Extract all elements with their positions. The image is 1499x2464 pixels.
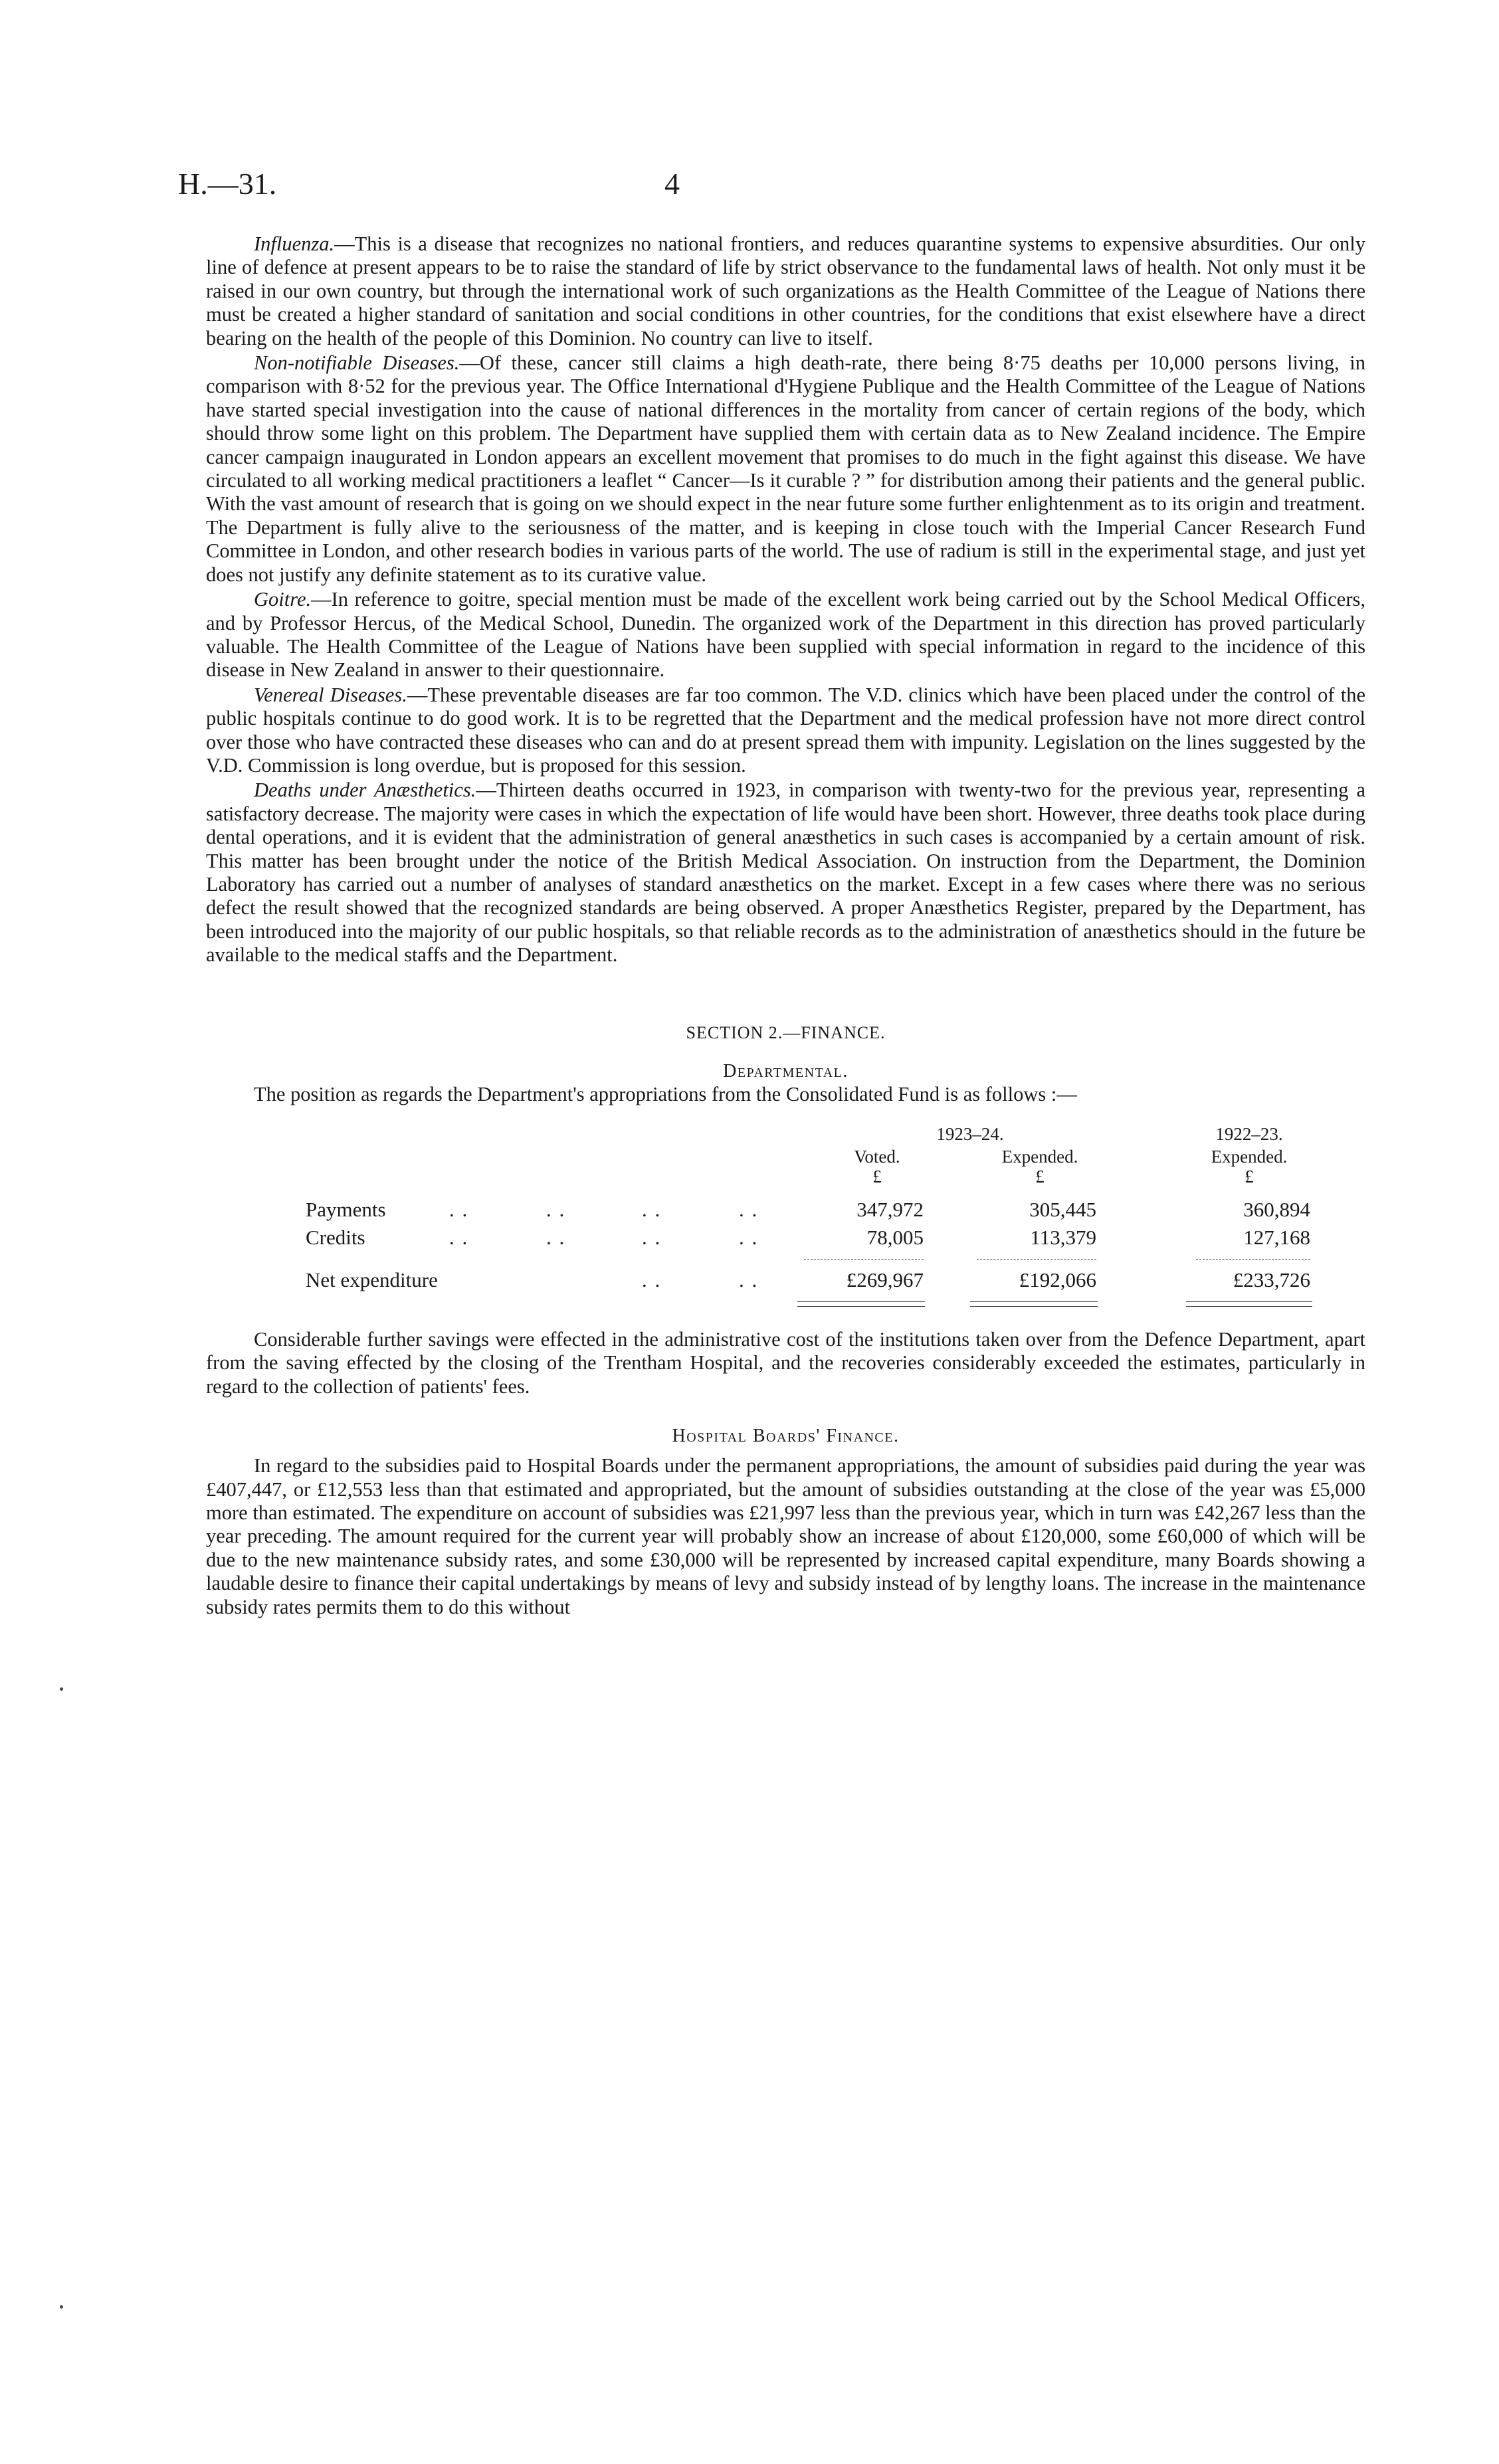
paragraph-text: —Of these, cancer still claims a high death-rate, there being 8·75 deaths per 10,000 persons living, in comparison with 8·52 for the previous year. The Office International d'Hygiene Publique and the Health Committee of the League of Nations have started special investigation into the cause of national differences in the mortality from cancer of certain regions of the body, which should throw some light on this problem. The Department have supplied them with certain data as to New Zealand incidence. The Empire cancer campaign inaugurated in London appears an excellent movement that promises to do much in the fight against this disease. We have circulated to all working medical practitioners a leaflet “ Cancer—Is it curable ? ” for distribution among their patients and the general public. With the vast amount of research that is going on we should expect in the near future some further enlightenment as to its origin and treatment. The Department is fully alive to the seriousness of the matter, and is keeping in close touch with the Imperial Cancer Research Fund Committee in London, and other research bodies in various parts of the world. The use of radium is still in the experimental stage, and just yet does not justify any definite statement as to its curative value. [206,351,1365,586]
currency-voted: £ [872,1167,882,1186]
subtotal-rule [1196,1259,1310,1260]
currency-expended: £ [1035,1167,1045,1186]
paragraph-non-notifiable [206,351,1365,587]
page-number: 4 [664,167,680,201]
year-header-1922: 1922–23. [1215,1124,1283,1144]
net-voted: £269,967 [846,1268,924,1291]
total-rule [1186,1301,1312,1302]
total-rule [1186,1306,1312,1307]
report-reference: H.—31. [178,167,277,201]
payments-voted: 347,972 [856,1198,924,1221]
paragraph-title: Non-notifiable Diseases. [254,351,460,375]
leader-dots: . . [546,1198,566,1221]
col-header-voted: Voted. [854,1147,900,1167]
row-label-credits: Credits [306,1226,365,1249]
leader-dots: . . [642,1198,662,1221]
payments-expended: 305,445 [1029,1198,1096,1221]
year-header-1923: 1923–24. [936,1124,1004,1144]
paragraph-title: Venereal Diseases. [254,683,407,706]
paragraph-title: Influenza. [254,233,335,255]
col-header-expended: Expended. [1001,1147,1078,1167]
credits-prev: 127,168 [1243,1226,1310,1249]
paragraph-text: —This is a disease that recognizes no national frontiers, and reduces quarantine systems to expensive absurdities. Our only line of defence at present appears to be to raise the standard of life by strict observance to the fundamental laws of health. Not only must it be raised in our own country, but through the international work of such organizations as the Health Committee of the League of Nations there must be created a higher standard of sanitation and social conditions in other countries, for the conditions that exist elsewhere have a direct bearing on the health of the people of this Dominion. No country can live to itself. [206,233,1365,349]
total-rule [797,1301,925,1302]
leader-dots: . . [449,1198,469,1221]
paragraph-title: Goitre. [254,588,312,611]
leader-dots: . . [642,1268,662,1291]
finance-commentary: Considerable further savings were effected in the administrative cost of the institutions taken over from the Defence Department, apart from the saving effected by the closing of the Trentham Hospital, and the recoveries considerably exceeded the estimates, particularly in regard to the collection of patients' fees. [206,1328,1365,1398]
row-label-payments: Payments [306,1198,386,1221]
hospital-finance-paragraph: In regard to the subsidies paid to Hospital Boards under the permanent appropriations, the amount of subsidies paid during the year was £407,447, or £12,553 less than that estimated and appropriated, but the amount of subsidies outstanding at the close of the year was £5,000 more than estimated. The expenditure on account of subsidies was £21,997 less than the previous year, which in turn was £42,267 less than the year preceding. The amount required for the current year will probably show an increase of about £120,000, some £60,000 of which will be due to the new maintenance subsidy rates, and some £30,000 will be represented by increased capital expenditure, many Boards showing a laudable desire to finance their capital undertakings by means of levy and subsidy instead of by lengthy loans. The increase in the maintenance subsidy rates permits them to do this without [206,1454,1365,1618]
total-rule [970,1301,1098,1302]
leader-dots: . . [739,1268,759,1291]
paragraph-text: —In reference to goitre, special mention must be made of the excellent work being carried out by the School Medical Officers, and by Professor Hercus, of the Medical School, Dunedin. The organized work of the Department in this direction has proved particularly valuable. The Health Committee of the League of Nations have been supplied with special information in regard to the incidence of this disease in New Zealand in answer to their questionnaire. [206,588,1365,682]
net-expended: £192,066 [1019,1268,1096,1291]
section-subheading: Departmental. [723,1060,849,1082]
paragraph-goitre [206,588,1365,682]
paragraph-influenza [206,233,1365,350]
finance-table [206,1109,1365,1328]
leader-dots: . . [642,1226,662,1249]
subtotal-rule [804,1259,924,1260]
subtotal-rule [977,1259,1096,1260]
paragraph-text: —Thirteen deaths occurred in 1923, in comparison with twenty-two for the previous year, representing a satisfactory decrease. The majority were cases in which the expectation of life would have been short. However, three deaths took place during dental operations, and it is evident that the administration of general anæsthetics in such cases is accompanied by a certain amount of risk. This matter has been brought under the notice of the British Medical Association. On instruction from the Department, the Dominion Laboratory has carried out a number of analyses of standard anæsthetics on the market. Except in a few cases where there was no serious defect the result showed that the recognized standards are being observed. A proper Anæsthetics Register, prepared by the Department, has been introduced into the majority of our public hospitals, so that reliable records as to the administration of anæsthetics should in the future be available to the medical staffs and the Department. [206,779,1365,967]
total-rule [970,1306,1098,1307]
leader-dots: . . [546,1226,566,1249]
scan-speck [60,2305,63,2309]
payments-prev: 360,894 [1243,1198,1310,1221]
credits-expended: 113,379 [1030,1226,1096,1249]
leader-dots: . . [739,1226,759,1249]
paragraph-title: Deaths under Anæsthetics. [254,779,476,802]
credits-voted: 78,005 [866,1226,924,1249]
scan-speck [60,1687,63,1691]
paragraph-anaesthetics [206,779,1365,967]
finance-intro: The position as regards the Department's appropriations from the Consolidated Fund is as follows :— [254,1082,1077,1105]
total-rule [797,1306,925,1307]
section-heading: SECTION 2.—FINANCE. [686,1022,886,1042]
paragraph-venereal [206,684,1365,778]
leader-dots: . . [739,1198,759,1221]
leader-dots: . . [449,1226,469,1249]
col-header-expended-prev: Expended. [1211,1147,1288,1167]
hospital-finance-heading: Hospital Boards' Finance. [672,1426,900,1447]
currency-prev: £ [1245,1167,1254,1186]
net-prev: £233,726 [1233,1268,1310,1291]
paragraph-text: —These preventable diseases are far too common. The V.D. clinics which have been placed under the control of the public hospitals continue to do good work. It is to be regretted that the Department and the medical profession have not more direct control over those who have contracted these diseases who can and do at present spread them with impunity. Legislation on the lines suggested by the V.D. Commission is long overdue, but is proposed for this session. [206,683,1366,777]
row-label-net-expenditure: Net expenditure [306,1268,438,1291]
page-body [206,233,1365,1619]
